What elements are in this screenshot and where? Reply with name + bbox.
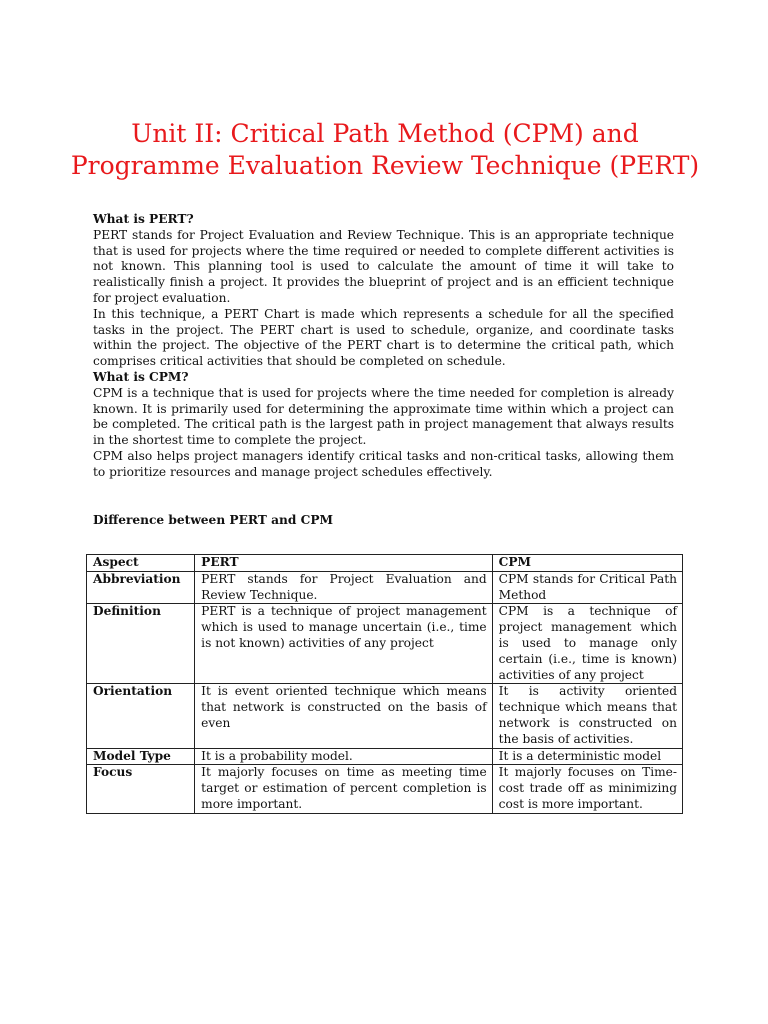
- body-content: [93, 212, 674, 481]
- table-row: [87, 748, 683, 765]
- row-aspect: Abbreviation: [87, 571, 195, 604]
- header-pert: PERT: [195, 555, 492, 572]
- header-cpm: CPM: [492, 555, 682, 572]
- row-cpm: It majorly focuses on Time-cost trade off as minimizing cost is more important.: [492, 765, 682, 813]
- pert-paragraph-1: PERT stands for Project Evaluation and Review Technique. This is an appropriate technique that is used for projects where the time required or needed to complete different activities is not known. This planning tool is used to calculate the amount of time it will take to realistically finish a project. It provides the blueprint of project and is an efficient technique for project evaluation.: [93, 227, 674, 305]
- row-pert: It is a probability model.: [195, 748, 492, 765]
- row-cpm: It is a deterministic model: [492, 748, 682, 765]
- row-aspect: Model Type: [87, 748, 195, 765]
- row-pert: It is event oriented technique which means that network is constructed on the basis of even: [195, 684, 492, 748]
- table-row: [87, 765, 683, 813]
- row-cpm: CPM is a technique of project management which is used to manage only certain (i.e., time is known) activities of any project: [492, 604, 682, 684]
- cpm-paragraph-2: CPM also helps project managers identify critical tasks and non-critical tasks, allowing them to prioritize resources and manage project schedules effectively.: [93, 448, 674, 479]
- cpm-heading: What is CPM?: [93, 369, 189, 384]
- row-pert: It majorly focuses on time as meeting time target or estimation of percent completion is more important.: [195, 765, 492, 813]
- cpm-paragraph-1: CPM is a technique that is used for projects where the time needed for completion is already known. It is primarily used for determining the approximate time within which a project can be completed. The critical path is the largest path in project management that always results in the shortest time to complete the project.: [93, 385, 674, 448]
- table-header-row: [87, 555, 683, 572]
- pert-heading: What is PERT?: [93, 212, 194, 226]
- comparison-table: [86, 554, 683, 814]
- row-aspect: Focus: [87, 765, 195, 813]
- header-aspect: Aspect: [87, 555, 195, 572]
- row-pert: PERT is a technique of project management which is used to manage uncertain (i.e., time is not known) activities of any project: [195, 604, 492, 684]
- row-cpm: CPM stands for Critical Path Method: [492, 571, 682, 604]
- row-cpm: It is activity oriented technique which means that network is constructed on the basis of activities.: [492, 684, 682, 748]
- page-title: Unit II: Critical Path Method (CPM) and Programme Evaluation Review Technique (PERT): [70, 119, 700, 180]
- table-row: [87, 604, 683, 684]
- row-pert: PERT stands for Project Evaluation and Review Technique.: [195, 571, 492, 604]
- pert-paragraph-2: In this technique, a PERT Chart is made which represents a schedule for all the specified tasks in the project. The PERT chart is used to schedule, organize, and coordinate tasks within the project. The objective of the PERT chart is to determine the critical path, which comprises critical activities that should be completed on schedule.: [93, 306, 674, 369]
- row-aspect: Orientation: [87, 684, 195, 748]
- row-aspect: Definition: [87, 604, 195, 684]
- difference-heading: Difference between PERT and CPM: [93, 513, 333, 527]
- table-row: [87, 684, 683, 748]
- table-row: [87, 571, 683, 604]
